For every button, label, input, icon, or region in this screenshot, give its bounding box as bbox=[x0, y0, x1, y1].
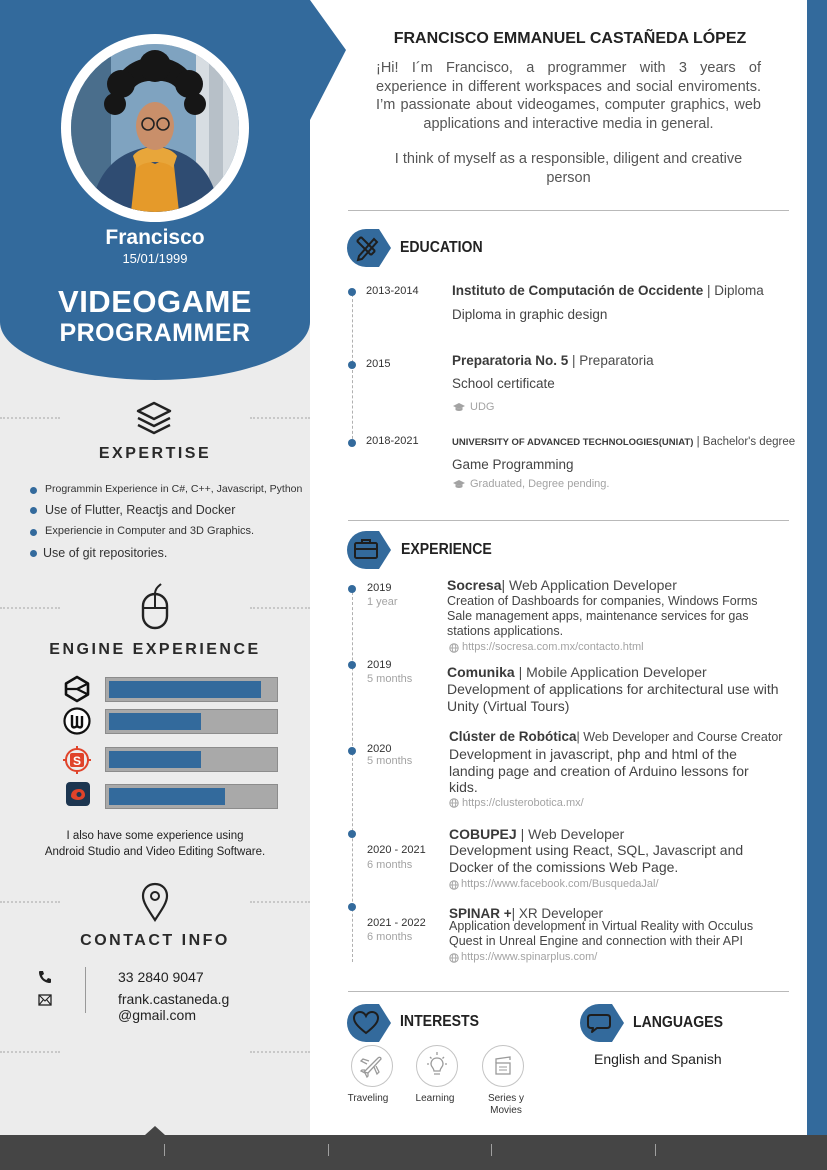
heart-icon bbox=[347, 1004, 395, 1042]
job-duration: 6 months bbox=[367, 931, 413, 943]
header-arrow bbox=[306, 0, 348, 132]
timeline-dot bbox=[348, 661, 356, 669]
engine-note-line1: I also have some experience using bbox=[66, 830, 244, 842]
interest-series-movies bbox=[482, 1045, 524, 1087]
school-type: | Bachelor's degree bbox=[693, 436, 796, 448]
job-duration: 5 months bbox=[367, 673, 413, 685]
unreal-skill-bar bbox=[105, 709, 278, 734]
job-description: Application development in Virtual Reality with Occulus Quest in Unreal Engine and connection with their API bbox=[449, 919, 754, 948]
interests-title: INTERESTS bbox=[400, 1013, 480, 1030]
job-description: Development using React, SQL, Javascript and Docker of the comissions Web Page. bbox=[449, 842, 744, 875]
engine-experience-title: ENGINE EXPERIENCE bbox=[49, 641, 261, 658]
lightbulb-icon bbox=[417, 1046, 457, 1086]
expertise-list bbox=[30, 483, 310, 566]
job-role: | Mobile Application Developer bbox=[514, 664, 707, 680]
divider-dots bbox=[0, 417, 60, 419]
timeline-dot bbox=[348, 747, 356, 755]
footer-tick bbox=[491, 1144, 492, 1156]
languages-text: English and Spanish bbox=[594, 1051, 722, 1067]
education-years: 2018-2021 bbox=[366, 435, 419, 447]
job-role: | Web Application Developer bbox=[501, 577, 677, 593]
school-name: UNIVERSITY OF ADVANCED TECHNOLOGIES(UNIAT) bbox=[452, 437, 694, 448]
skill-bar-fill bbox=[109, 681, 261, 698]
job-year: 2019 bbox=[367, 582, 392, 594]
job-title bbox=[447, 577, 677, 593]
interest-label: Series y Movies bbox=[487, 1093, 525, 1116]
interest-traveling bbox=[351, 1045, 393, 1087]
profile-role-line2: PROGRAMMER bbox=[59, 319, 251, 347]
avatar bbox=[71, 44, 239, 212]
list-item: Use of git repositories. bbox=[30, 546, 310, 566]
profile-role-line1: VIDEOGAME bbox=[58, 284, 252, 319]
expertise-title: EXPERTISE bbox=[98, 445, 212, 462]
interest-label: Learning bbox=[415, 1093, 455, 1104]
timeline-dot bbox=[348, 288, 356, 296]
envelope-icon bbox=[38, 994, 52, 1006]
clapperboard-icon bbox=[483, 1046, 523, 1086]
unity-logo-icon bbox=[62, 674, 92, 704]
education-detail: School certificate bbox=[452, 376, 555, 391]
globe-icon bbox=[449, 880, 459, 890]
job-description: Development of applications for architectural use with Unity (Virtual Tours) bbox=[447, 681, 779, 714]
skill-bar-fill bbox=[109, 788, 225, 805]
engine-note bbox=[0, 829, 310, 860]
timeline-dot bbox=[348, 585, 356, 593]
globe-icon bbox=[449, 643, 459, 653]
company-name: Clúster de Robótica bbox=[449, 729, 577, 744]
company-name: COBUPEJ bbox=[449, 826, 517, 842]
right-stripe bbox=[807, 0, 827, 1135]
profile-photo bbox=[71, 44, 239, 212]
divider-dots bbox=[0, 607, 60, 609]
job-link[interactable]: https://clusterobotica.mx/ bbox=[462, 797, 584, 809]
full-name: FRANCISCO EMMANUEL CASTAÑEDA LÓPEZ bbox=[393, 30, 747, 47]
job-year: 2020 - 2021 bbox=[367, 844, 426, 856]
profile-dob: 15/01/1999 bbox=[122, 251, 188, 266]
school-type: | Preparatoria bbox=[568, 353, 654, 368]
chat-bubble-icon bbox=[580, 1004, 628, 1042]
education-timeline bbox=[352, 294, 353, 444]
divider-dots bbox=[0, 1051, 60, 1053]
divider-dots bbox=[250, 417, 310, 419]
location-pin-icon bbox=[141, 882, 169, 922]
job-duration: 1 year bbox=[367, 596, 398, 608]
languages-title: LANGUAGES bbox=[633, 1014, 723, 1031]
section-divider bbox=[348, 991, 789, 992]
email-line1[interactable]: frank.castaneda.g bbox=[118, 991, 230, 1007]
school-name: Instituto de Computación de Occidente bbox=[452, 283, 704, 298]
company-name: Socresa bbox=[447, 577, 502, 593]
job-year: 2020 bbox=[367, 743, 392, 755]
school-name: Preparatoria No. 5 bbox=[452, 353, 569, 368]
unreal-logo-icon bbox=[62, 706, 92, 736]
godot-skill-bar bbox=[105, 747, 278, 772]
education-years: 2013-2014 bbox=[366, 285, 419, 297]
divider-dots bbox=[250, 1051, 310, 1053]
pencil-ruler-icon bbox=[347, 229, 395, 267]
education-note: Graduated, Degree pending. bbox=[470, 478, 610, 490]
skill-bar-fill bbox=[109, 751, 201, 768]
intro-text: ¡Hi! I´m Francisco, a programmer with 3 years of experience in different workspaces and social enviroments. I’m passionate about videogames, computer graphics, web applications and interactive media in general. bbox=[376, 60, 761, 132]
graduation-cap-icon bbox=[452, 402, 466, 412]
job-link[interactable]: https://www.facebook.com/BusquedaJal/ bbox=[461, 878, 659, 890]
graduation-cap-icon bbox=[452, 479, 466, 489]
job-role: | Web Developer and Course Creator bbox=[576, 730, 783, 744]
phone-icon bbox=[38, 970, 52, 984]
godot-logo-icon bbox=[62, 745, 92, 775]
interest-learning bbox=[416, 1045, 458, 1087]
job-year: 2019 bbox=[367, 659, 392, 671]
unity-skill-bar bbox=[105, 677, 278, 702]
job-year: 2021 - 2022 bbox=[367, 917, 426, 929]
globe-icon bbox=[449, 798, 459, 808]
timeline-dot bbox=[348, 439, 356, 447]
briefcase-icon bbox=[347, 531, 395, 569]
interest-label: Traveling bbox=[347, 1093, 389, 1104]
job-title bbox=[449, 729, 782, 744]
education-school bbox=[452, 434, 795, 448]
contact-divider bbox=[85, 967, 86, 1013]
job-role: | XR Developer bbox=[511, 906, 603, 921]
profile-name: Francisco bbox=[105, 226, 205, 249]
timeline-dot bbox=[348, 830, 356, 838]
company-name: SPINAR + bbox=[449, 906, 512, 921]
education-note: UDG bbox=[470, 401, 495, 413]
skill-bar-fill bbox=[109, 713, 201, 730]
footer-tick bbox=[655, 1144, 656, 1156]
education-detail: Game Programming bbox=[452, 457, 574, 472]
divider-dots bbox=[250, 607, 310, 609]
section-divider bbox=[348, 520, 789, 521]
job-link[interactable]: https://www.spinarplus.com/ bbox=[461, 951, 598, 963]
job-description: Creation of Dashboards for companies, Windows Forms Sale management apps, maintenance services for gas stations applications. bbox=[447, 594, 758, 638]
job-link[interactable]: https://socresa.com.mx/contacto.html bbox=[462, 641, 644, 653]
airplane-icon bbox=[352, 1046, 392, 1086]
divider-dots bbox=[250, 901, 310, 903]
mouse-icon bbox=[139, 582, 171, 630]
footer-tick bbox=[328, 1144, 329, 1156]
engine-note-line2: Android Studio and Video Editing Software. bbox=[44, 845, 266, 858]
footer-tick bbox=[164, 1144, 165, 1156]
job-description: Development in javascript, php and html of the landing page and creation of Arduino lessons for kids. bbox=[449, 746, 749, 795]
phone-number[interactable]: 33 2840 9047 bbox=[118, 969, 204, 985]
education-title: EDUCATION bbox=[400, 239, 483, 256]
svg-text:S: S bbox=[72, 754, 82, 768]
blender-skill-bar bbox=[105, 784, 278, 809]
timeline-dot bbox=[348, 361, 356, 369]
education-detail: Diploma in graphic design bbox=[452, 307, 608, 322]
company-name: Comunika bbox=[447, 664, 515, 680]
email-line2[interactable]: @gmail.com bbox=[118, 1007, 197, 1023]
globe-icon bbox=[449, 953, 459, 963]
intro-text-2: I think of myself as a responsible, diligent and creative person bbox=[394, 151, 743, 186]
contact-title: CONTACT INFO bbox=[80, 932, 230, 949]
education-school bbox=[452, 353, 654, 368]
list-item: Experiencie in Computer and 3D Graphics. bbox=[30, 525, 310, 546]
job-title bbox=[449, 826, 624, 842]
job-duration: 5 months bbox=[367, 755, 413, 767]
school-type: | Diploma bbox=[703, 283, 764, 298]
job-role: | Web Developer bbox=[516, 826, 625, 842]
education-years: 2015 bbox=[366, 358, 391, 370]
layers-icon bbox=[135, 400, 173, 438]
list-item: Programmin Experience in C#, C++, Javascript, Python bbox=[30, 483, 310, 503]
education-school bbox=[452, 283, 764, 298]
blender-logo-icon bbox=[66, 782, 90, 806]
list-item: Use of Flutter, Reactjs and Docker bbox=[30, 503, 310, 525]
job-duration: 6 months bbox=[367, 859, 413, 871]
experience-title: EXPERIENCE bbox=[401, 541, 492, 558]
section-divider bbox=[348, 210, 789, 211]
job-title bbox=[447, 664, 707, 680]
timeline-dot bbox=[348, 903, 356, 911]
footer-bar bbox=[0, 1135, 827, 1170]
footer-notch bbox=[145, 1126, 165, 1135]
divider-dots bbox=[0, 901, 60, 903]
